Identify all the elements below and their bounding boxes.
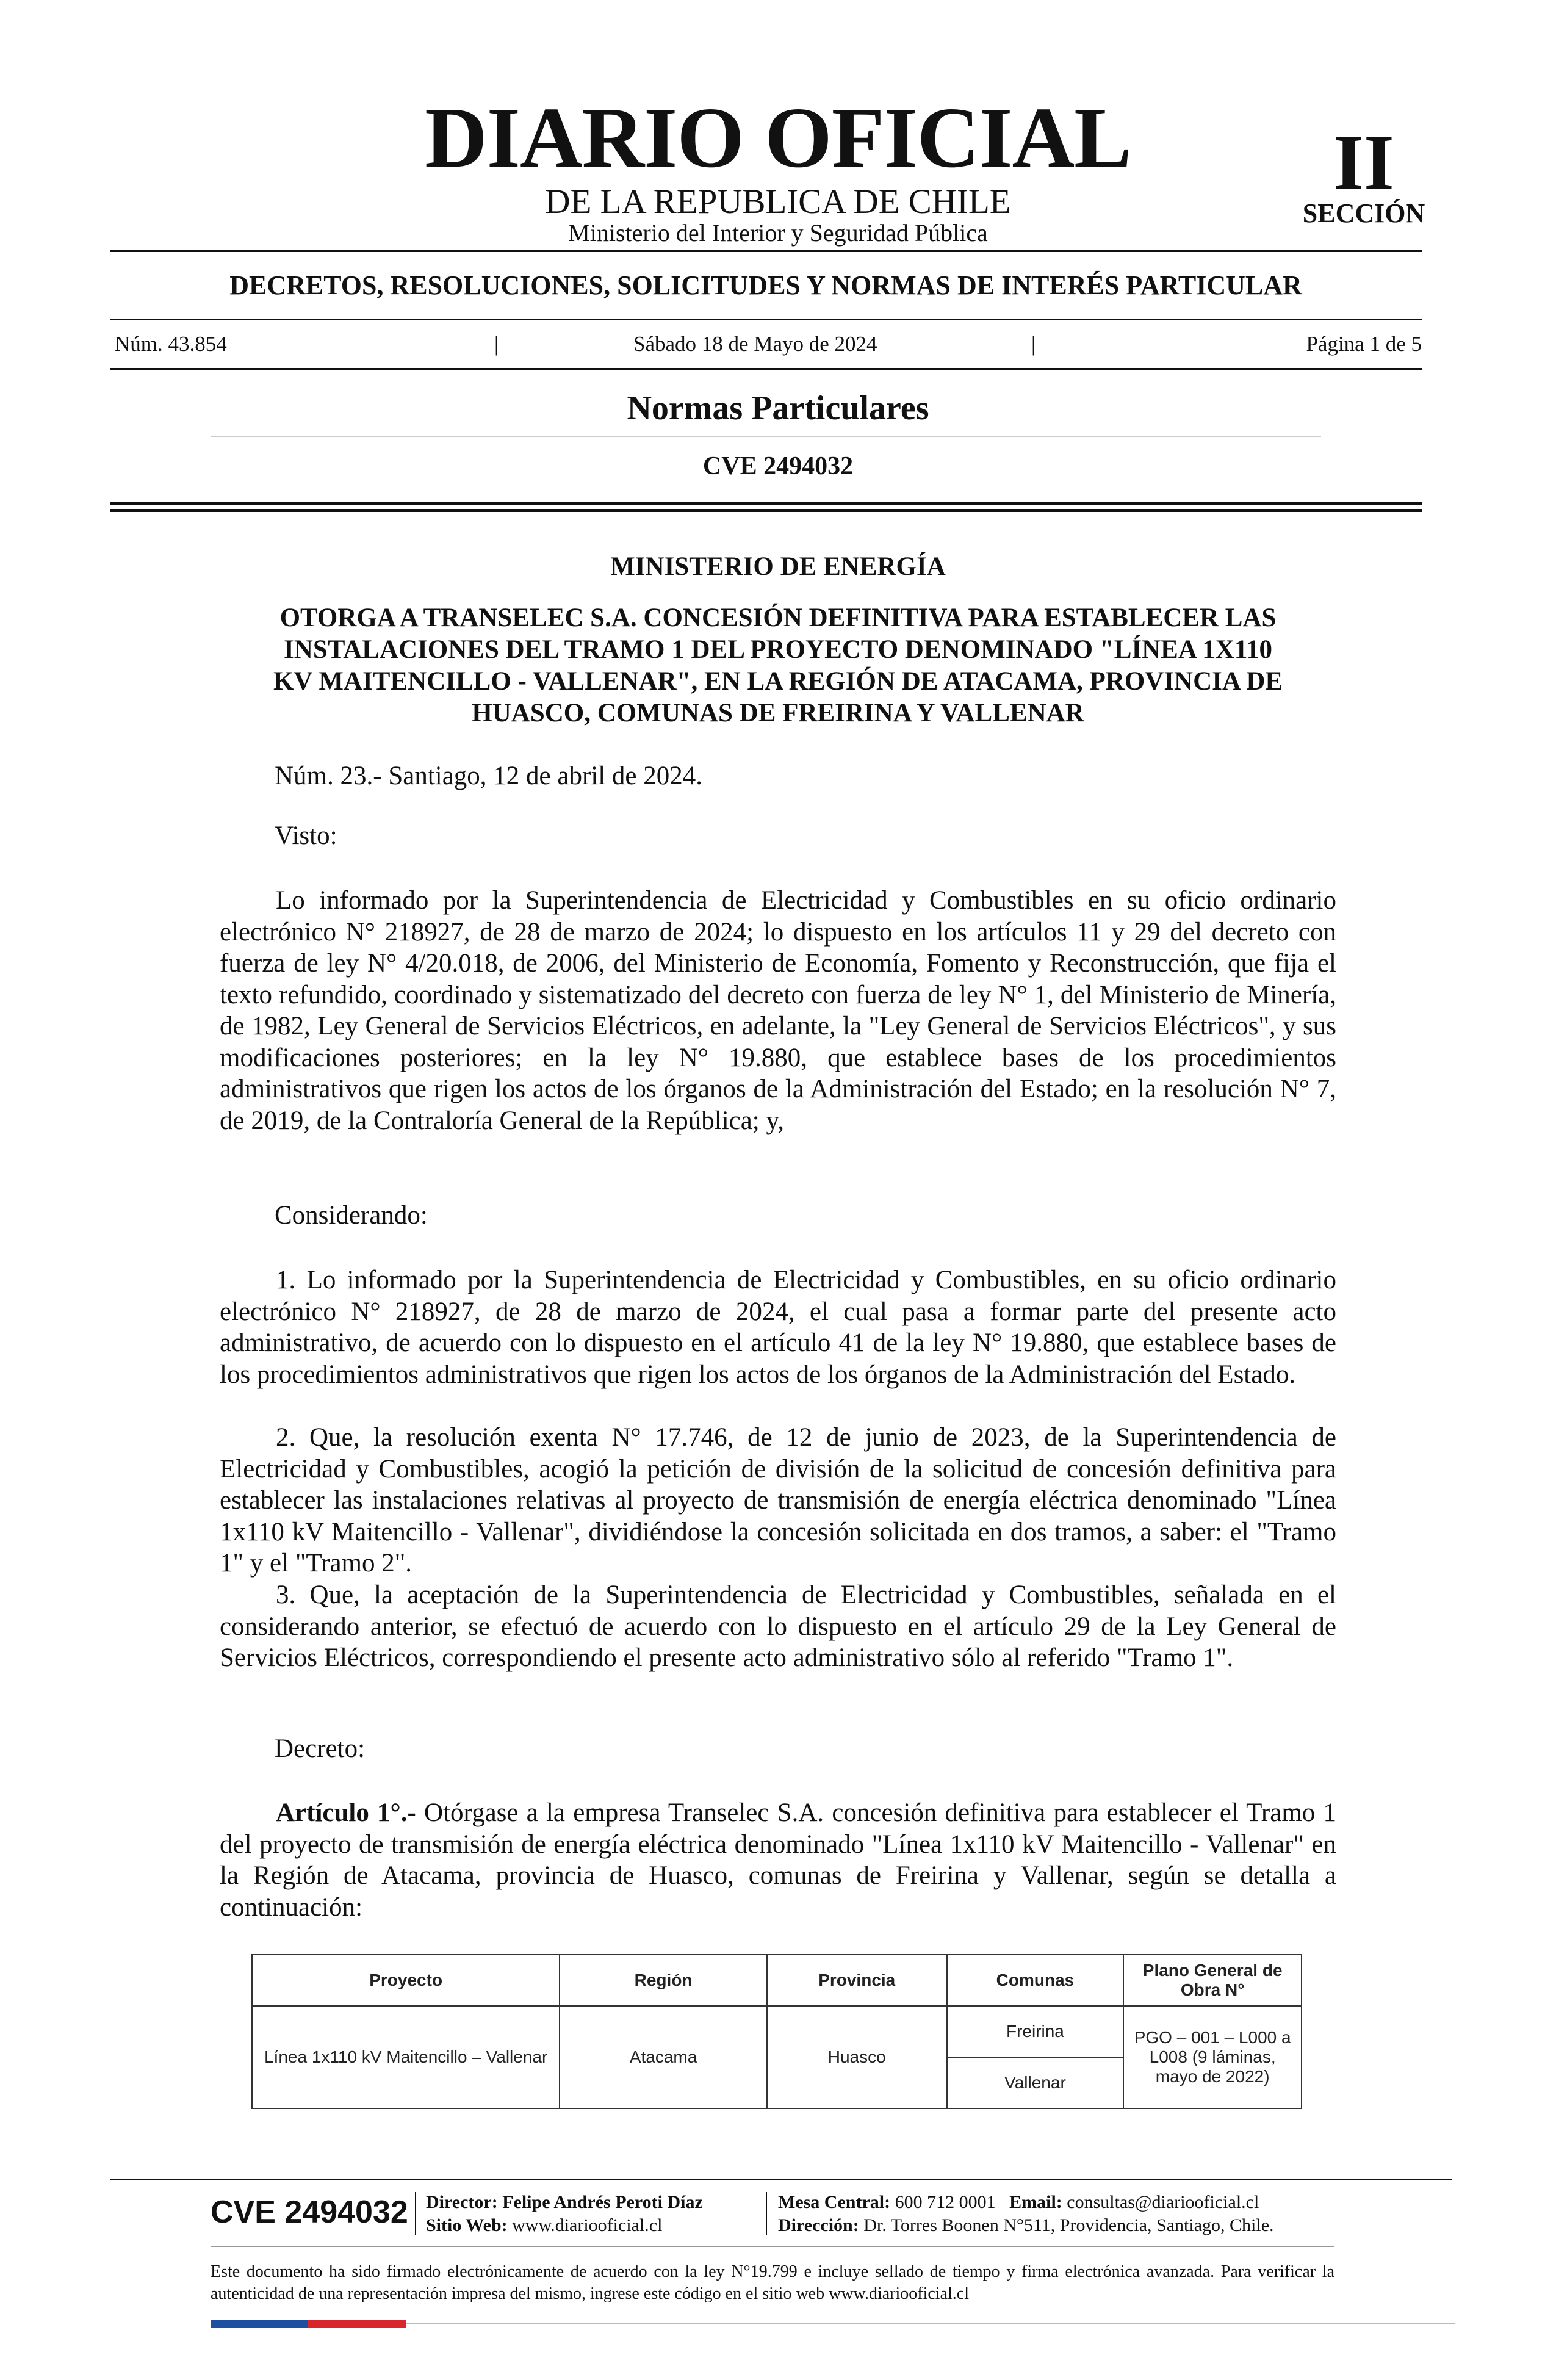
title-line: HUASCO, COMUNAS DE FREIRINA Y VALLENAR	[472, 699, 1084, 727]
email-link[interactable]: consultas@diariooficial.cl	[1067, 2192, 1259, 2212]
decree-number-line: Núm. 23.- Santiago, 12 de abril de 2024.	[275, 762, 703, 790]
newspaper-title: DIARIO OFICIAL	[425, 89, 1131, 186]
articulo-text: Otórgase a la empresa Transelec S.A. concesión definitiva para establecer el Tramo 1 del proyecto de transmisión de energía eléctrica denominado "Línea 1x110 kV Maitencillo - Vallenar" en la Región de Atacama, provincia de Huasco, comunas de Freirina y Vallenar, según se detalla a continuación:	[220, 1798, 1336, 1922]
column-header: Comunas	[947, 1955, 1124, 2006]
footer-rule	[110, 2179, 1452, 2180]
cve-code: CVE 2494032	[702, 452, 854, 480]
column-header: Plano General de Obra N°	[1123, 1955, 1302, 2006]
header-rule	[110, 250, 1422, 252]
section-number: II	[1333, 119, 1394, 206]
phone-number: 600 712 0001	[895, 2192, 996, 2212]
issue-info-bar	[110, 332, 1422, 359]
column-header: Proyecto	[252, 1955, 560, 2006]
decree-title	[207, 602, 1349, 729]
considerando-item: 1. Lo informado por la Superintendencia de Electricidad y Combustibles, en su oficio ordinario electrónico N° 218927, de 28 de marzo de 2024, el cual pasa a formar parte del presente acto administrativo, de acuerdo con lo dispuesto en el artículo 41 de la ley N° 19.880, que establece bases de los procedimientos administrativos que rigen los actos de los órganos de la Administración del Estado.	[220, 1266, 1336, 1389]
website-link[interactable]: www.diariooficial.cl	[512, 2215, 663, 2235]
footer-divider	[415, 2192, 416, 2235]
footer-bottom-rule	[406, 2323, 1455, 2324]
title-line: OTORGA A TRANSELEC S.A. CONCESIÓN DEFINITIVA PARA ESTABLECER LAS	[279, 604, 1277, 632]
info-rule	[110, 368, 1422, 370]
project-cell: Línea 1x110 kV Maitencillo – Vallenar	[252, 2006, 560, 2108]
footer-director-block	[426, 2191, 703, 2237]
considerando-item: 3. Que, la aceptación de la Superintendencia de Electricidad y Combustibles, señalada en el considerando anterior, se efectuó de acuerdo con lo dispuesto en el artículo 29 de la Ley General de Servicios Eléctricos, correspondiendo el presente acto administrativo sólo al referido "Tramo 1".	[220, 1581, 1336, 1672]
category-banner: DECRETOS, RESOLUCIONES, SOLICITUDES Y NORMAS DE INTERÉS PARTICULAR	[229, 270, 1302, 300]
commune-cell: Freirina	[947, 2006, 1124, 2057]
articulo-1	[220, 1797, 1336, 1923]
plan-cell: PGO – 001 – L000 a L008 (9 láminas, mayo de 2022)	[1123, 2006, 1302, 2108]
footer-divider	[766, 2192, 767, 2235]
newspaper-subtitle: DE LA REPUBLICA DE CHILE	[545, 182, 1011, 221]
table-header-row	[252, 1955, 1302, 2006]
section-divider	[211, 436, 1321, 437]
section-label: SECCIÓN	[1302, 198, 1425, 228]
footer-contact-block	[778, 2191, 1274, 2237]
section-title: Normas Particulares	[627, 389, 929, 427]
separator: |	[494, 332, 499, 356]
issue-number: Núm. 43.854	[115, 332, 227, 356]
director-label: Director:	[426, 2192, 498, 2212]
ministry-heading: MINISTERIO DE ENERGÍA	[610, 552, 946, 581]
flag-stripe-red	[308, 2320, 406, 2328]
double-rule-bottom	[110, 509, 1422, 512]
flag-stripe-blue	[211, 2320, 308, 2328]
province-cell: Huasco	[767, 2006, 947, 2108]
title-line: INSTALACIONES DEL TRAMO 1 DEL PROYECTO DENOMINADO "LÍNEA 1X110	[284, 635, 1272, 664]
issue-date: Sábado 18 de Mayo de 2024	[633, 332, 877, 356]
page-indicator: Página 1 de 5	[1306, 332, 1422, 356]
concession-table	[251, 1954, 1302, 2109]
commune-cell: Vallenar	[947, 2057, 1124, 2108]
considerando-item: 2. Que, la resolución exenta N° 17.746, de 12 de junio de 2023, de la Superintendencia de Electricidad y Combustibles, acogió la petición de división de la solicitud de concesión definitiva para establecer las instalaciones relativas al proyecto de transmisión de energía eléctrica denominado "Línea 1x110 kV Maitencillo - Vallenar", dividiéndose la concesión solicitada en dos tramos, a saber: el "Tramo 1" y el "Tramo 2".	[220, 1423, 1336, 1578]
footer-separator	[211, 2246, 1334, 2247]
separator: |	[1031, 332, 1036, 356]
region-cell: Atacama	[560, 2006, 767, 2108]
visto-label: Visto:	[275, 821, 337, 850]
column-header: Provincia	[767, 1955, 947, 2006]
address-text: Dr. Torres Boonen N°511, Providencia, Santiago, Chile.	[863, 2215, 1274, 2235]
director-name: Felipe Andrés Peroti Díaz	[502, 2192, 703, 2212]
section-marker	[1288, 119, 1440, 228]
articulo-label: Artículo 1°.-	[276, 1798, 416, 1827]
electronic-signature-notice: Este documento ha sido firmado electrónicamente de acuerdo con la ley N°19.799 e incluye sellado de tiempo y firma electrónica avanzada. Para verificar la autenticidad de una representación impresa del mismo, ingrese este código en el sitio web www.diariooficial.cl	[211, 2262, 1334, 2303]
email-label: Email:	[1009, 2192, 1062, 2212]
footer-cve-code: CVE 2494032	[211, 2194, 408, 2230]
decreto-label: Decreto:	[275, 1734, 366, 1763]
visto-paragraph: Lo informado por la Superintendencia de Electricidad y Combustibles en su oficio ordinario electrónico N° 218927, de 28 de marzo de 2024; lo dispuesto en los artículos 11 y 29 del decreto con fuerza de ley N° 4/20.018, de 2006, del Ministerio de Economía, Fomento y Reconstrucción, que fija el texto refundido, coordinado y sistematizado del decreto con fuerza de ley N° 1, del Ministerio de Minería, de 1982, Ley General de Servicios Eléctricos, en adelante, la "Ley General de Servicios Eléctricos", y sus modificaciones posteriores; en la ley N° 19.880, que establece bases de los procedimientos administrativos que rigen los actos de los órganos de la Administración del Estado; en la resolución N° 7, de 2019, de la Contraloría General de la República; y,	[220, 886, 1336, 1135]
banner-rule	[110, 319, 1422, 320]
ministry-line: Ministerio del Interior y Seguridad Pública	[568, 219, 988, 247]
address-label: Dirección:	[778, 2215, 859, 2235]
title-line: KV MAITENCILLO - VALLENAR", EN LA REGIÓN DE ATACAMA, PROVINCIA DE	[273, 667, 1283, 696]
website-label: Sitio Web:	[426, 2215, 508, 2235]
double-rule-top	[110, 502, 1422, 505]
column-header: Región	[560, 1955, 767, 2006]
phone-label: Mesa Central:	[778, 2192, 891, 2212]
table-row	[252, 2006, 1302, 2057]
considerando-label: Considerando:	[275, 1201, 428, 1230]
